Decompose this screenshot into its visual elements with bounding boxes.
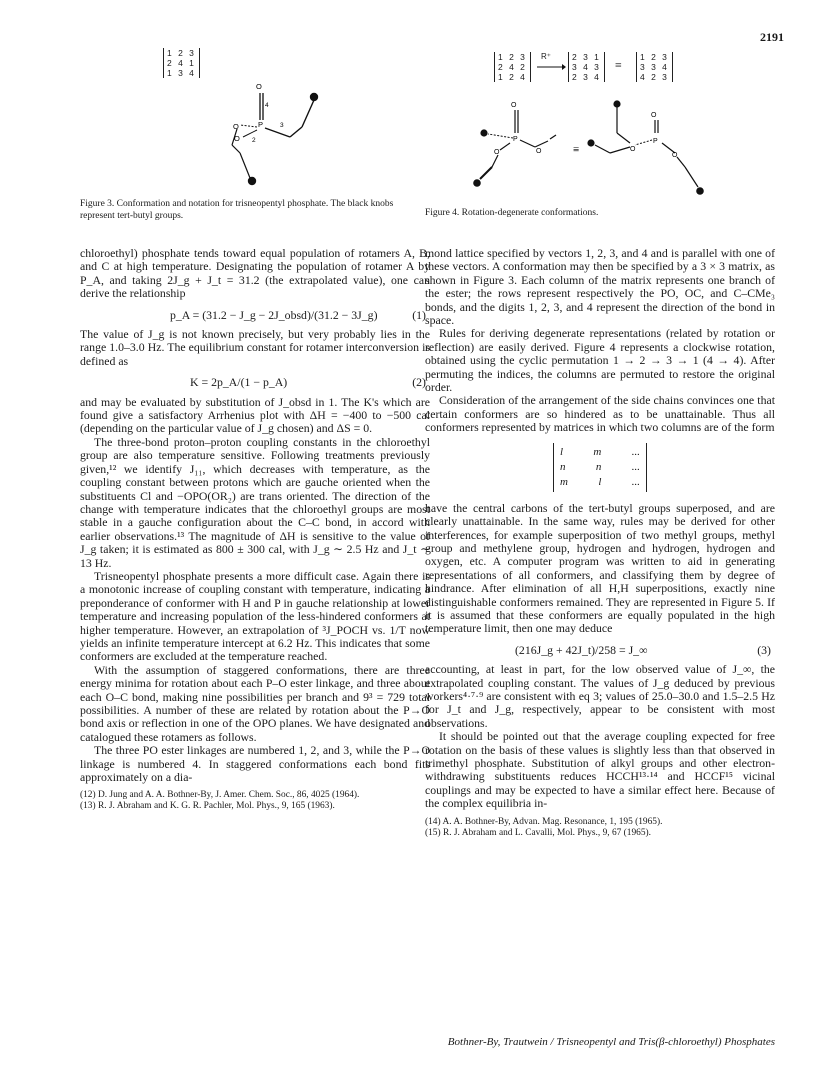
dashed-bond — [635, 140, 652, 145]
figure4-matrix-a — [494, 52, 531, 82]
matrix-cell: m — [560, 475, 568, 488]
tert-butyl-knob — [473, 179, 481, 187]
oxygen-label: O — [233, 122, 239, 131]
paragraph: It should be pointed out that the average coupling expected for free rotation on the basis of these values is slightly less than that observed in trimethyl phosphate. Substitution of alkyl groups and other electron-withdrawing substituents reduces HCCH¹³·¹⁴ and HCCF¹⁵ vicinal couplings and may be expected to have a similar effect here. Because of the complex equilibria in- — [425, 729, 775, 811]
tert-butyl-knob — [480, 129, 487, 136]
running-footer: Bothner-By, Trautwein / Trisneopentyl and Tris(β-chloroethyl) Phosphates — [447, 1036, 775, 1048]
matrix-row: 2 4 1 — [167, 58, 196, 68]
bond-label: 4 — [265, 102, 269, 109]
matrix-cell: ... — [631, 460, 640, 473]
matrix-cell: l — [598, 475, 602, 488]
equation-number: (1) — [412, 307, 426, 322]
equivalence-sign: ≡ — [573, 144, 580, 156]
tert-butyl-knob — [310, 93, 318, 101]
ester-bond — [677, 157, 685, 167]
chain-b — [232, 145, 240, 153]
oxygen-label: O — [494, 149, 500, 156]
dashed-bond — [488, 134, 513, 138]
matrix-cell: m — [593, 445, 602, 458]
oxygen-label: O — [511, 102, 517, 109]
matrix-row: 1 2 4 — [498, 72, 527, 82]
equation-text: (216J_g + 42J_t)/258 = J_∞ — [515, 642, 648, 657]
tert-butyl-knob — [587, 139, 594, 146]
ester-bond — [520, 140, 535, 147]
phosphorus-label: P — [653, 138, 658, 145]
paragraph: With the assumption of staggered conformations, there are three energy minima for rotation about each P–O ester linkage, and three about each O–C bond, making nine possibilities per branch and 9³ = 729 total possibilities. A number of these are related by rotation about the P→O bond axis or reflection in one of the OPO planes. We have designated and catalogued these rotamers as follows. — [80, 662, 430, 744]
paragraph: chloroethyl) phosphate tends toward equal population of rotamers A, B, and C at high temperature. Designating the population of rotamer A by P_A, and taking 2J_g + J_t = 31.2 (the extrapolated value), one can derive the relationship — [80, 246, 430, 301]
chain-bond — [480, 167, 492, 179]
bond-2 — [243, 130, 257, 137]
oxygen-label: O — [630, 146, 636, 153]
footnotes — [80, 790, 430, 812]
phosphorus-label: P — [258, 120, 264, 129]
bond-label: 2 — [252, 137, 256, 144]
matrix-row: 2 3 4 — [572, 72, 601, 82]
matrix-row: 1 2 3 — [498, 52, 527, 62]
equation-2 — [80, 376, 430, 389]
oxygen-label: O — [234, 134, 240, 143]
matrix-row: 1 3 4 — [167, 68, 196, 78]
ester-bond — [500, 143, 510, 150]
bond-3b — [290, 127, 302, 137]
paragraph: Trisneopentyl phosphate presents a more difficult case. Again there is a monotonic increase of coupling constant with temperature, indicating a preponderance of conformer with H and P in gauche relationship at lower temperature and increasing population of the less-hindered conformers at higher temperature. However, an extrapolation of ³J_POCH vs. 1/T now yields an infinite temperature intercept at 6.2 Hz. This indicates that some conformers are excluded at the temperature reached. — [80, 568, 430, 664]
ester-bond — [550, 135, 556, 139]
matrix-cell: ... — [631, 475, 640, 488]
rotation-arrow-label: R⁺ — [541, 52, 551, 61]
bond-3 — [265, 128, 290, 137]
tert-butyl-knob — [248, 177, 256, 185]
matrix-cell: ... — [631, 445, 640, 458]
form-matrix — [553, 443, 647, 492]
reference-12: (12) D. Jung and A. A. Bothner-By, J. Amer. Chem. Soc., 86, 4025 (1964). — [80, 790, 360, 801]
paragraph: Consideration of the arrangement of the side chains convinces one that certain conformers are so hindered as to be unattainable. Thus all conformers represented by matrices in which two columns are of the form — [425, 393, 775, 435]
matrix-cell: n — [560, 460, 566, 473]
equation-number: (2) — [412, 375, 426, 390]
oxygen-label: O — [672, 152, 678, 159]
matrix-row: 2 4 2 — [498, 62, 527, 72]
paragraph: The three-bond proton–proton coupling constants in the chloroethyl group are also temperature sensitive. Following treatments previously given,¹² we identify J₁₁, which decreases with temperature, as the coupling constant between protons which are gauche oriented when the substituents Cl and −OPO(OR₂) are trans oriented. The direction of the change with temperature indicates that the chloroethyl groups are most stable in a gauche configuration about the C–C bond, in accord with earlier observations.¹³ The magnitude of ΔH is sensitive to the value of J_g taken; it is estimated as 800 ± 300 cal, with J_g ∼ 2.5 Hz and J_t ∼ 13 Hz. — [80, 434, 430, 570]
figure4-structures — [470, 95, 720, 200]
matrix-row: 1 2 3 — [167, 48, 196, 58]
oxygen-label: O — [256, 82, 262, 91]
figure3-structure — [210, 75, 330, 195]
matrix-row — [560, 475, 640, 490]
chain-c — [240, 153, 250, 178]
oxygen-label: O — [536, 148, 542, 155]
left-column — [80, 247, 430, 812]
page-number: 2191 — [760, 30, 784, 44]
tert-butyl-knob — [696, 187, 704, 195]
matrix-cell: l — [560, 445, 564, 458]
reference-15: (15) R. J. Abraham and L. Cavalli, Mol. Phys., 9, 67 (1965). — [425, 827, 652, 838]
rotation-arrow-icon — [536, 62, 566, 72]
reference-14: (14) A. A. Bothner-By, Advan. Mag. Resonance, 1, 195 (1965). — [425, 816, 663, 827]
equation-text: p_A = (31.2 − J_g − 2J_obsd)/(31.2 − 3J_g) — [170, 307, 378, 322]
matrix-row: 4 2 3 — [640, 72, 669, 82]
equation-3 — [425, 644, 775, 657]
bond-1 — [240, 125, 257, 127]
matrix-row: 3 4 3 — [572, 62, 601, 72]
chain-bond — [595, 145, 610, 153]
tert-butyl-knob — [613, 100, 620, 107]
right-column — [425, 247, 775, 839]
equation-text: K = 2p_A/(1 − p_A) — [190, 375, 288, 390]
chain-bond — [610, 147, 630, 153]
matrix-row: 3 3 4 — [640, 62, 669, 72]
figure3-caption: Figure 3. Conformation and notation for trisneopentyl phosphate. The black knobs represent tert-butyl groups. — [80, 199, 394, 221]
ester-bond — [685, 167, 698, 187]
ester-bond — [535, 141, 548, 147]
paragraph: and may be evaluated by substitution of J_obsd in 1. The K's which are found give a satisfactory Arrhenius plot with ΔH = −400 to −500 cal (depending on the particular value of J_g chosen) and ΔS = 0. — [80, 394, 430, 436]
matrix-row — [560, 445, 640, 460]
equation-1 — [80, 309, 430, 322]
oxygen-label: O — [651, 112, 657, 119]
paragraph: mond lattice specified by vectors 1, 2, 3, and 4 and is parallel with one of these vectors. A conformation may then be specified by a 3 × 3 matrix, as shown in Figure 3. Each column of the matrix represents one branch of the ester; the rows represent respectively the PO, OC, and C–CMe₃ bonds, and the digits 1, 2, 3, and 4 represent the direction of the bond in space. — [425, 246, 775, 328]
reference-13: (13) R. J. Abraham and K. G. R. Pachler, Mol. Phys., 9, 165 (1963). — [80, 801, 335, 812]
matrix-row: 1 2 3 — [640, 52, 669, 62]
matrix-cell: n — [595, 460, 602, 473]
figure4-matrix-b — [568, 52, 605, 82]
equation-number: (3) — [757, 642, 771, 657]
paragraph: The three PO ester linkages are numbered 1, 2, and 3, while the P→O linkage is numbered 4. In staggered conformations each bond fits approximately on a dia- — [80, 743, 430, 785]
matrix-row — [560, 460, 640, 475]
figure3-matrix — [163, 48, 200, 78]
footnotes — [425, 817, 775, 839]
paragraph: Rules for deriving degenerate representations (related by rotation or reflection) are easily derived. Figure 4 represents a clockwise rotation, obtained using the cyclic permutation 1 → 2 → 3 → 1 (4 → 4). After permuting the indices, the columns are permuted to restore the original order. — [425, 326, 775, 395]
paragraph: have the central carbons of the tert-butyl groups superposed, and are clearly unattainable. In the same way, rules may be derived for other interferences, for example superposition of two methyl groups, methyl group and methylene group, hydrogen and hydrogen, hydrogen and oxygen, etc. A computer program was written to aid in generating representations of all conformers, and classifying them by degree of hindrance. After elimination of all H,H superpositions, exactly nine distinguishable conformers remained. They are represented in Figure 5. If it is assumed that these conformers are equally populated in the high temperature limit, then one may deduce — [425, 500, 775, 636]
chain-bond — [492, 155, 498, 167]
phosphorus-label: P — [513, 136, 518, 143]
bond-label: 3 — [280, 122, 284, 129]
paragraph: accounting, at least in part, for the low observed value of J_∞, the extrapolated coupling constant. The values of J_g deduced by previous workers⁴·⁷·⁹ are consistent with eq 3; values of 25.0–30.0 and 1.5–2.5 Hz for J_t and J_g, respectively, appear to be consistent with most observations. — [425, 662, 775, 730]
figure4-matrix-c — [636, 52, 673, 82]
figure4-caption: Figure 4. Rotation-degenerate conformations. — [425, 208, 599, 218]
equivalence-sign: ≡ — [615, 58, 622, 72]
paragraph: The value of J_g is not known precisely, but very probably lies in the range 1.0–3.0 Hz. The equilibrium constant for rotamer interconversion is defined as — [80, 327, 430, 368]
matrix-row: 2 3 1 — [572, 52, 601, 62]
bond-3c — [302, 100, 314, 127]
chain-bond — [617, 133, 630, 143]
